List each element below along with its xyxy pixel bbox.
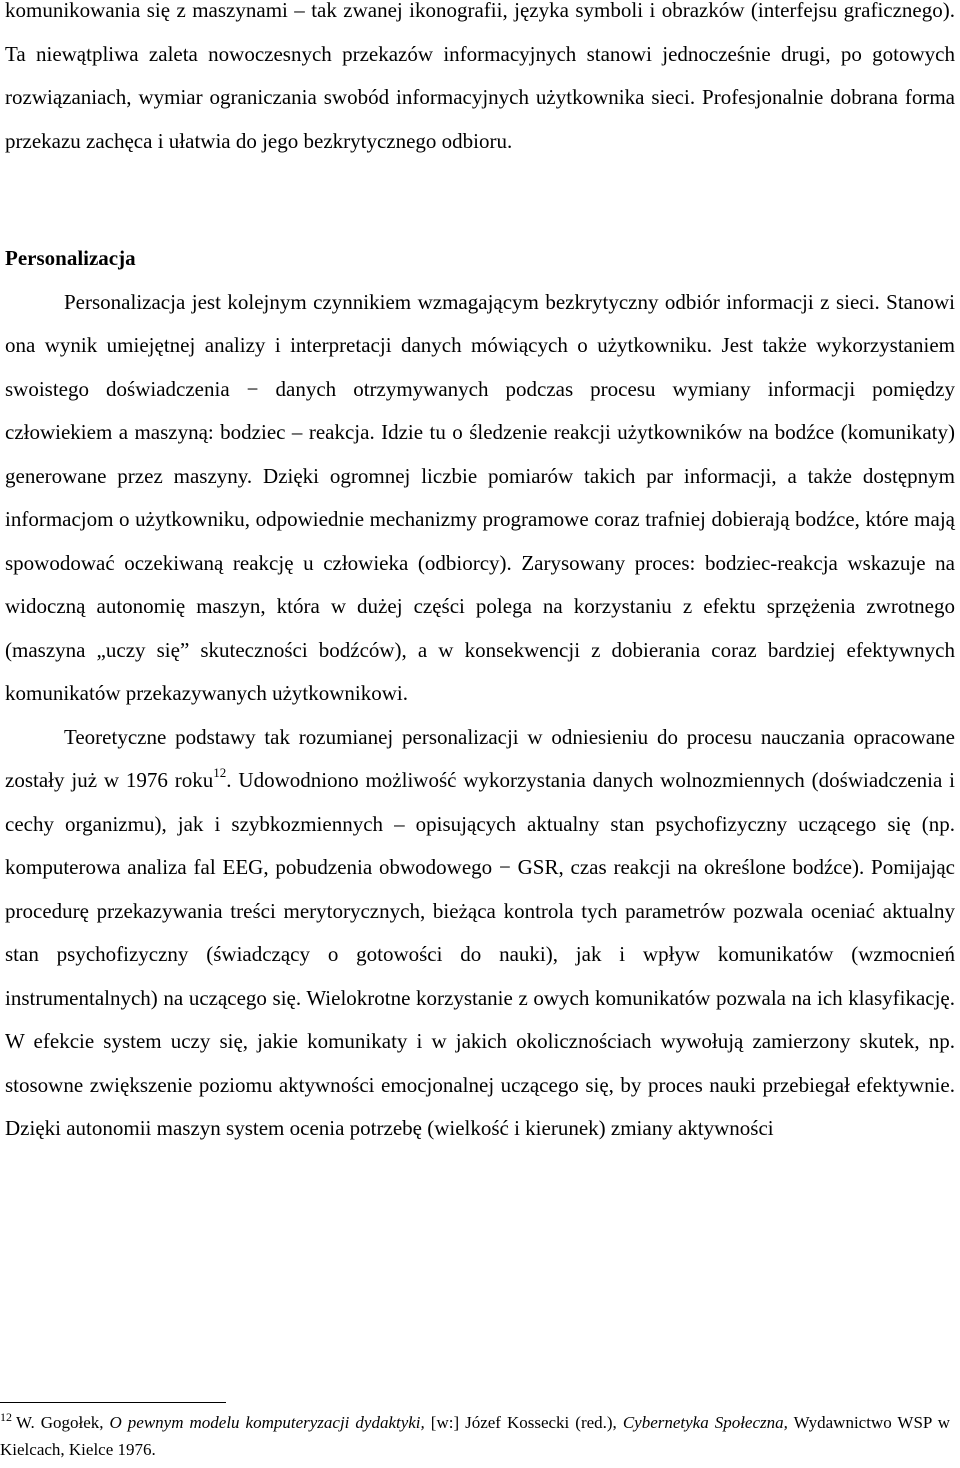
footnote-author: W. Gogołek, <box>16 1413 104 1432</box>
footnote <box>0 1410 950 1462</box>
section-heading: Personalizacja <box>5 246 136 270</box>
footnote-in: [w:] Józef Kossecki (red.), <box>430 1413 617 1432</box>
footnote-title: O pewnym modelu komputeryzacji dydaktyki, <box>109 1413 425 1432</box>
footnote-divider <box>0 1402 226 1403</box>
paragraph-theory-start: Teoretyczne podstawy tak rozumianej personalizacji w odniesieniu do procesu nauczania opracowane zostały już w 1976 roku <box>5 724 955 792</box>
footnote-series: Cybernetyka Społeczna, <box>622 1413 788 1432</box>
paragraph-intro: komunikowania się z maszynami – tak zwanej ikonografii, języka symboli i obrazków (interfejsu graficznego). Ta niewątpliwa zaleta nowoczesnych przekazów informacyjnych stanowi jednocześnie drugi, po gotowych rozwiązaniach, wymiar ograniczania swobód informacyjnych użytkownika sieci. Profesjonalnie dobrana forma przekazu zachęca i ułatwia do jego bezkrytycznego odbioru. <box>5 0 955 153</box>
document-page <box>5 0 955 1151</box>
paragraph-personalization: Personalizacja jest kolejnym czynnikiem wzmagającym bezkrytyczny odbiór informacji z sieci. Stanowi ona wynik umiejętnej analizy i interpretacji danych mówiących o użytkowniku. Jest także wykorzystaniem swoistego doświadczenia − danych otrzymywanych podczas procesu wymiany informacji pomiędzy człowiekiem a maszyną: bodziec – reakcja. Idzie tu o śledzenie reakcji użytkowników na bodźce (komunikaty) generowane przez maszyny. Dzięki ogromnej liczbie pomiarów takich par informacji, a także dostępnym informacjom o użytkowniku, odpowiednie mechanizmy programowe coraz trafniej dobierają bodźce, które mają spowodować oczekiwaną reakcję u człowieka (odbiorcy). Zarysowany proces: bodziec-reakcja wskazuje na widoczną autonomię maszyn, która w dużej części polega na korzystaniu z efektu sprzężenia zwrotnego (maszyna „uczy się” skuteczności bodźców), a w konsekwencji z dobierania coraz bardziej efektywnych komunikatów przekazywanych użytkownikowi. <box>5 289 955 705</box>
footnote-reference: 12 <box>213 765 227 780</box>
footnote-number: 12 <box>0 1410 12 1424</box>
paragraph-theory <box>5 716 955 1151</box>
footnote-publisher: Wydawnictwo WSP w Kielcach, Kielce 1976. <box>0 1413 951 1459</box>
paragraph-theory-rest: . Udowodniono możliwość wykorzystania danych wolnozmiennych (doświadczenia i cechy organizmu), jak i szybkozmiennych – opisujących aktualny stan psychofizyczny uczącego się (np. komputerowa analiza fal EEG, pobudzenia obwodowego − GSR, czas reakcji na określone bodźce). Pomijając procedurę przekazywania treści merytorycznych, bieżąca kontrola tych parametrów pozwala oceniać aktualny stan psychofizyczny (świadczący o gotowości do nauki), jak i wpływ komunikatów (wzmocnień instrumentalnych) na uczącego się. Wielokrotne korzystanie z owych komunikatów pozwala na ich klasyfikację. W efekcie system uczy się, jakie komunikaty i w jakich okolicznościach wywołują zamierzony skutek, np. stosowne zwiększenie poziomu aktywności emocjonalnej uczącego się, by proces nauki przebiegał efektywnie. Dzięki autonomii maszyn system ocenia potrzebę (wielkość i kierunek) zmiany aktywności <box>5 768 955 1140</box>
